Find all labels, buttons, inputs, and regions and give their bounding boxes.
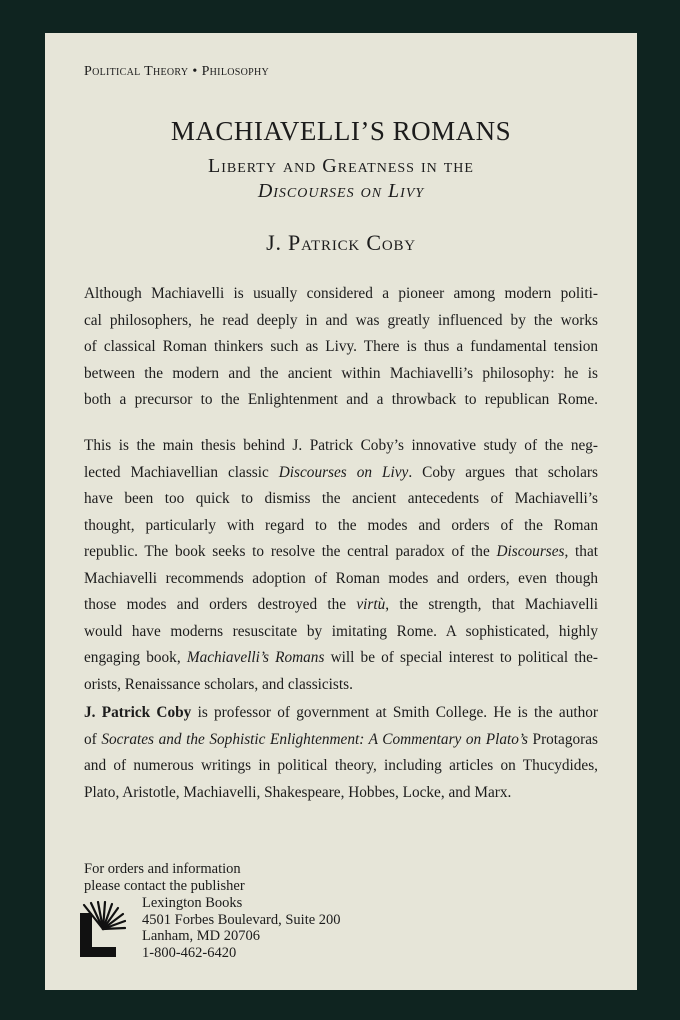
text-line: between the modern and the ancient within Machiavelli’s philosophy: he is xyxy=(84,364,598,382)
text-segment: will be of special interest to political the- xyxy=(324,649,599,666)
text-line: of classical Roman thinkers such as Livy. There is thus a fundamental tension xyxy=(84,338,598,355)
text-line: This is the main thesis behind J. Patrick Coby’s innovative study of the neg- xyxy=(84,437,598,454)
text-segment: Protagoras xyxy=(527,730,598,748)
text-line xyxy=(84,460,598,487)
italic-title-machiavellis-romans: Machiavelli’s Romans xyxy=(186,649,325,666)
contact-line: For orders and information xyxy=(84,861,241,877)
publisher-city: Lanham, MD 20706 xyxy=(142,928,260,944)
text-segment: , the strength, that Machiavelli xyxy=(385,596,598,613)
text-line: orists, Renaissance scholars, and classicists. xyxy=(84,675,353,693)
italic-term-virtu: virtù xyxy=(356,596,386,613)
text-segment: engaging book, xyxy=(84,649,187,666)
publisher-phone: 1-800-462-6420 xyxy=(142,944,237,961)
contact-intro xyxy=(84,861,245,894)
text-line: Plato, Aristotle, Machiavelli, Shakespeare, Hobbes, Locke, and Marx. xyxy=(84,783,512,801)
book-subtitle-line1: Liberty and Greatness in the xyxy=(208,155,474,177)
text-line: would have moderns resuscitate by imitating Rome. A sophisticated, highly xyxy=(84,622,598,640)
category-line xyxy=(84,64,269,80)
author-bio xyxy=(84,700,598,806)
category-separator: • xyxy=(192,64,198,79)
text-segment: , that xyxy=(564,543,598,560)
category-political-theory: Political Theory xyxy=(84,64,189,79)
category-philosophy: Philosophy xyxy=(201,64,270,79)
text-segment: is professor of government at Smith College. He is the author xyxy=(191,704,598,721)
bio-author-name: J. Patrick Coby xyxy=(84,704,192,721)
text-line xyxy=(84,700,598,727)
description-paragraph-1 xyxy=(84,281,598,414)
text-segment: republic. The book seeks to resolve the central paradox of the xyxy=(84,543,497,560)
text-segment: those modes and orders destroyed the xyxy=(84,596,357,613)
text-segment: lected Machiavellian classic xyxy=(84,463,279,481)
text-segment: . Coby argues that scholars xyxy=(408,463,598,481)
text-line xyxy=(84,645,598,672)
text-line xyxy=(84,727,598,754)
publisher-street: 4501 Forbes Boulevard, Suite 200 xyxy=(142,911,341,928)
text-line: both a precursor to the Enlightenment and a throwback to republican Rome. xyxy=(84,391,598,408)
italic-title-discourses: Discourses xyxy=(496,543,565,560)
book-author: J. Patrick Coby xyxy=(266,230,416,255)
text-line: and of numerous writings in political theory, including articles on Thucydides, xyxy=(84,757,598,774)
book-subtitle-line2: Discourses on Livy xyxy=(257,180,425,202)
contact-line: please contact the publisher xyxy=(84,877,245,894)
book-title: MACHIAVELLI’S ROMANS xyxy=(170,116,512,146)
italic-title-socrates: Socrates and the Sophistic Enlightenment: A Commentary on Plato’s xyxy=(101,730,528,748)
text-line: thought, particularly with regard to the modes and orders of the Roman xyxy=(84,516,598,534)
text-segment: of xyxy=(84,730,102,748)
text-line: Machiavelli recommends adoption of Roman modes and orders, even though xyxy=(84,569,598,587)
text-line: have been too quick to dismiss the ancient antecedents of Machiavelli’s xyxy=(84,490,598,507)
back-cover-panel xyxy=(45,33,637,990)
description-paragraph-2 xyxy=(84,433,598,698)
text-line xyxy=(84,539,598,566)
text-line: Although Machiavelli is usually considered a pioneer among modern politi- xyxy=(84,285,598,302)
lexington-books-logo-icon xyxy=(78,901,126,959)
text-line xyxy=(84,592,598,619)
publisher-name: Lexington Books xyxy=(142,895,243,911)
italic-title-discourses-on-livy: Discourses on Livy xyxy=(278,463,409,481)
text-line: cal philosophers, he read deeply in and was greatly influenced by the works xyxy=(84,311,598,329)
publisher-address xyxy=(142,895,341,961)
